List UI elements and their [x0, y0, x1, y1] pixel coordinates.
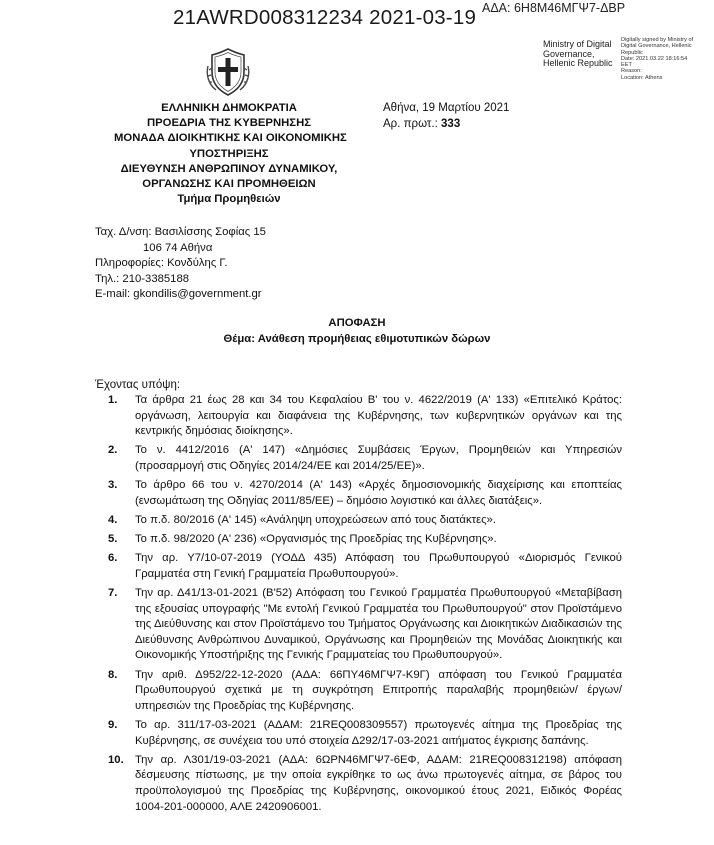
protocol-label: Αρ. πρωτ.: — [383, 117, 438, 130]
item-text: Την αρ. Υ7/10-07-2019 (ΥΟΔΔ 435) Απόφαση του Πρωθυπουργού «Διορισμός Γενικού Γραμματέα στη Γενική Γραμματεία Πρωθυπουργού». — [135, 552, 622, 580]
digital-signature-signer — [543, 40, 631, 69]
list-item — [105, 532, 622, 548]
postcode: 106 74 Αθήνα — [143, 241, 213, 254]
decision-subject: Θέμα: Ανάθεση προμήθειας εθιμοτυπικών δώρων — [223, 332, 491, 345]
item-number: 3. — [108, 479, 118, 492]
item-number: 4. — [108, 513, 118, 526]
authority-line: Τμήμα Προμηθειών — [177, 193, 281, 206]
signature-detail-line: Location: Athens — [621, 74, 663, 81]
list-item — [105, 586, 622, 664]
list-item — [105, 551, 622, 582]
list-item — [105, 393, 622, 440]
date-block — [383, 101, 509, 132]
authority-line: ΕΛΛΗΝΙΚΗ ΔΗΜΟΚΡΑΤΙΑ — [161, 102, 297, 114]
item-text: Την αρ. Δ41/13-01-2021 (Β'52) Απόφαση του Γενικού Γραμματέα Πρωθυπουργού «Μεταβίβαση της εξουσίας υπογραφής "Με εντολή Γενικού Γραμματέα του Πρωθυπουργού" στον Προϊστάμενο της Διεύθυνσης και στον Προϊστάμενο του Τμήματος Οργάνωσης και Διοικητικών Διαδικασιών της Διεύθυνσης Ανθρώπινου Δυναμικού, Οργάνωσης και Προμηθειών της Μονάδας Διοικητικής και Οικονομικής Υποστήριξης της Γενικής Γραμματείας του Πρωθυπουργού». — [135, 587, 622, 662]
contact-person: Πληροφορίες: Κονδύλης Γ. — [95, 257, 228, 269]
decision-title: ΑΠΟΦΑΣΗ — [328, 317, 386, 329]
list-item — [105, 668, 622, 715]
authority-line: ΔΙΕΥΘΥΝΣΗ ΑΝΘΡΩΠΙΝΟΥ ΔΥΝΑΜΙΚΟΥ, — [120, 162, 338, 175]
greek-coat-of-arms-icon — [206, 46, 250, 98]
item-text: Το άρθρο 66 του ν. 4270/2014 (Α' 143) «Αρχές δημοσιονομικής διαχείρισης και εποπτείας (ενσωμάτωση της Οδηγίας 2011/85/ΕΕ) – δημόσιο λογιστικό και άλλες διατάξεις». — [135, 479, 622, 507]
item-text: Το π.δ. 80/2016 (Α' 145) «Ανάληψη υποχρεώσεων από τους διατάκτες». — [135, 513, 496, 526]
contact-block — [95, 225, 266, 303]
list-item — [105, 753, 622, 815]
having-regard-heading: Έχοντας υπόψη: — [95, 379, 181, 391]
phone: Τηλ.: 210-3385188 — [95, 272, 190, 285]
authority-line: ΜΟΝΑΔΑ ΔΙΟΙΚΗΤΙΚΗΣ ΚΑΙ ΟΙΚΟΝΟΜΙΚΗΣ — [114, 132, 347, 145]
registration-number: 21AWRD008312234 2021-03-19 — [173, 6, 477, 29]
issuing-authority — [114, 101, 347, 207]
authority-line: ΠΡΟΕΔΡΙΑ ΤΗΣ ΚΥΒΕΡΝΗΣΗΣ — [146, 117, 312, 130]
item-text: Τα άρθρα 21 έως 28 και 34 του Κεφαλαίου Β' του ν. 4622/2019 (Α' 133) «Επιτελικό Κράτος: οργάνωση, λειτουργία και διαφάνεια της Κυβέρνησης, των κυβερνητικών οργάνων και της κεντρικής δημόσιας διοίκησης». — [135, 394, 622, 438]
list-item — [105, 443, 622, 474]
authority-line: ΟΡΓΑΝΩΣΗΣ ΚΑΙ ΠΡΟΜΗΘΕΙΩΝ — [142, 178, 316, 191]
protocol-number: 333 — [441, 117, 461, 130]
email: E-mail: gkondilis@government.gr — [95, 288, 262, 300]
digital-signature-details — [621, 37, 714, 81]
item-text: Το π.δ. 98/2020 (Α' 236) «Οργανισμός της Προεδρίας της Κυβέρνησης». — [135, 533, 497, 546]
considerations-list — [105, 393, 622, 819]
signature-detail-line: Digital Governance, Hellenic — [621, 43, 692, 50]
list-item — [105, 478, 622, 509]
list-item — [105, 513, 622, 529]
item-text: Την αριθ. Δ952/22-12-2020 (ΑΔΑ: 66ΠΥ46ΜΓΨ7-Κ9Γ) απόφαση του Γενικού Γραμματέα Πρωθυπουργού σχετικά με τη συγκρότηση Επιτροπής παραλαβής προμηθειών/ έργων/ υπηρεσιών της Προεδρίας της Κυβέρνησης. — [135, 668, 622, 712]
item-text: Το ν. 4412/2016 (Α' 147) «Δημόσιες Συμβάσεις Έργων, Προμηθειών και Υπηρεσιών (προσαρμογή στις Οδηγίες 2014/24/ΕΕ και 2014/25/ΕΕ)». — [135, 444, 622, 472]
document-date: Αθήνα, 19 Μαρτίου 2021 — [383, 102, 510, 114]
item-number: 10. — [108, 753, 124, 766]
ada-code: ΑΔΑ: 6Η8Μ46ΜΓΨ7-ΔΒΡ — [482, 1, 626, 15]
signature-detail-line: Digitally signed by Ministry of — [621, 37, 694, 43]
signature-detail-line: Reason: — [621, 68, 642, 75]
address: Ταχ. Δ/νση: Βασιλίσσης Σοφίας 15 — [95, 226, 266, 238]
signer-line: Ministry of Digital — [543, 39, 612, 49]
signer-line: Hellenic Republic — [543, 58, 613, 69]
item-number: 2. — [108, 444, 118, 457]
protocol-line — [383, 117, 509, 133]
item-number: 8. — [108, 668, 118, 681]
list-item — [105, 718, 622, 749]
item-number: 6. — [108, 552, 118, 565]
signature-detail-line: Date: 2021.03.22 18:16:54 — [621, 55, 688, 62]
signature-detail-line: Republic — [621, 49, 643, 56]
item-number: 5. — [108, 533, 118, 546]
item-number: 1. — [108, 394, 118, 406]
item-text: Την αρ. Λ301/19-03-2021 (ΑΔΑ: 6ΩΡΝ46ΜΓΨ7-6ΕΦ, ΑΔΑΜ: 21REQ008312198) απόφαση δέσμευσης πίστωσης, με την οποία εγκρίθηκε το ως άνω πρωτογενές αίτημα, σε βάρος του προϋπολογισμού της Προεδρίας της Κυβέρνησης, οικονομικού έτους 2021, Ειδικός Φορέας 1004-201-000000, ΑΛΕ 2420906001. — [135, 753, 622, 813]
authority-line: ΥΠΟΣΤΗΡΙΞΗΣ — [189, 147, 269, 160]
item-number: 9. — [108, 719, 118, 732]
signature-detail-line: EET — [621, 62, 632, 69]
decision-header — [160, 316, 554, 347]
item-number: 7. — [108, 587, 118, 600]
item-text: Το αρ. 311/17-03-2021 (ΑΔΑΜ: 21REQ008309557) πρωτογενές αίτημα της Προεδρίας της Κυβέρνησης, σε συνέχεια του υπό στοιχεία Δ292/17-03-2021 αιτήματος έγκρισης δαπάνης. — [135, 719, 622, 747]
signer-line: Governance, — [543, 48, 595, 59]
